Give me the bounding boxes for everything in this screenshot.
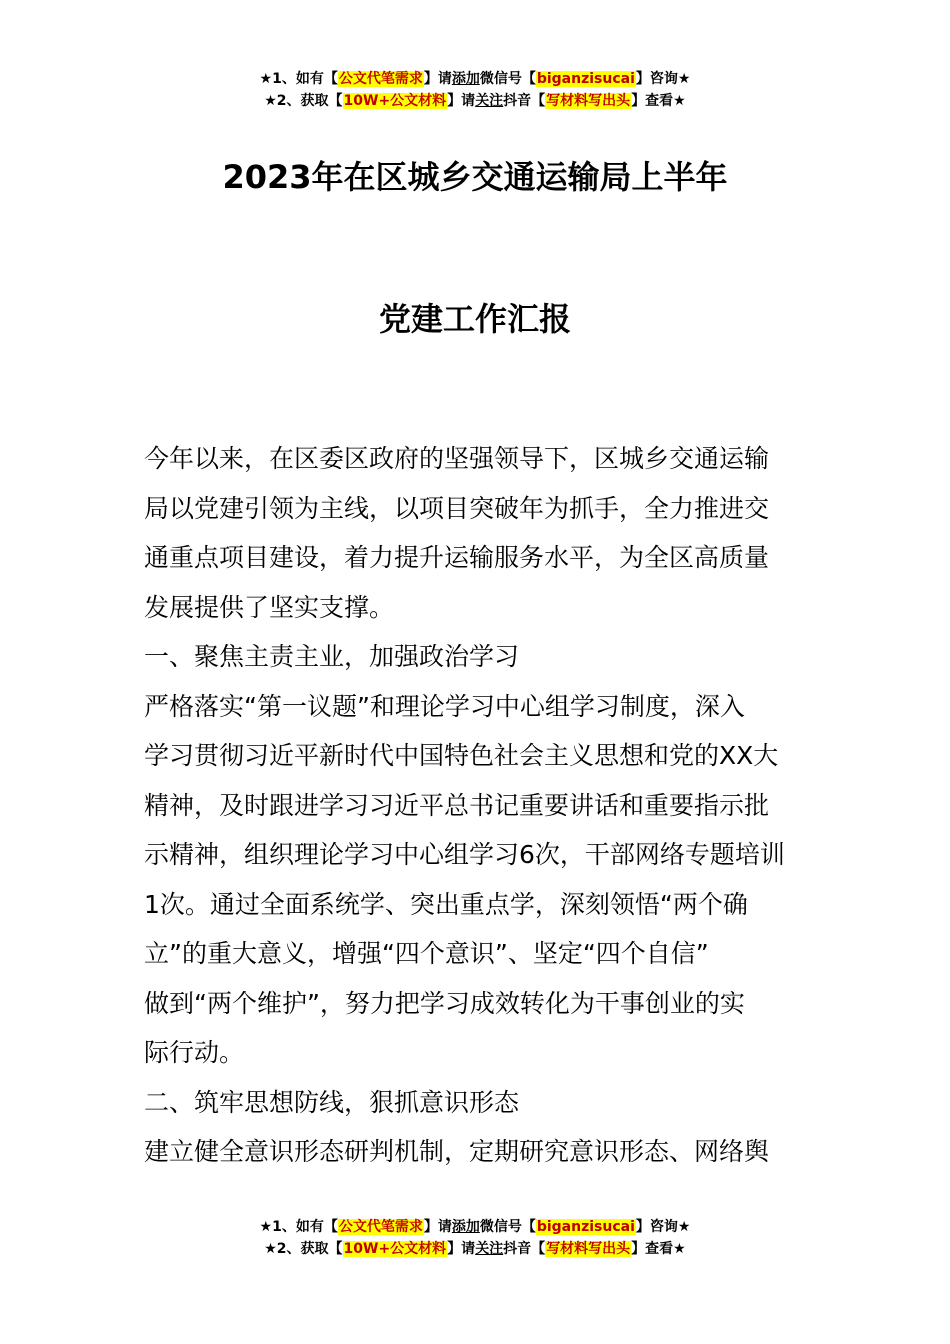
promo-text: 微信号【 bbox=[479, 1219, 536, 1235]
section-heading: 二、筑牢思想防线，狠抓意识形态 bbox=[144, 1087, 520, 1117]
body-line: 学习贯彻习近平新时代中国特色社会主义思想和党的XX大 bbox=[144, 741, 779, 770]
document-title-line-1: 2023年在区城乡交通运输局上半年 bbox=[222, 158, 728, 196]
promo-line-1 bbox=[0, 1216, 950, 1238]
body-line: 1次。通过全面系统学、突出重点学，深刻领悟“两个确 bbox=[144, 889, 748, 919]
body-line: 精神，及时跟进学习习近平总书记重要讲话和重要指示批 bbox=[144, 790, 770, 820]
highlight-text: 10W+公文材料 bbox=[343, 1241, 447, 1257]
promo-text: 抖音【 bbox=[503, 93, 546, 109]
body-line: 示精神，组织理论学习中心组学习6次，干部网络专题培训 bbox=[144, 840, 785, 869]
promo-line-2 bbox=[0, 1238, 950, 1260]
promo-text: 】请 bbox=[447, 1241, 476, 1257]
underlined-text: 添加 bbox=[451, 1219, 480, 1235]
douyin-id: 写材料写出头 bbox=[546, 93, 631, 109]
body-line: 今年以来，在区委区政府的坚强领导下，区城乡交通运输 bbox=[144, 444, 770, 473]
promo-text: 】查看★ bbox=[631, 93, 686, 109]
promo-text: ★1、如有【 bbox=[259, 71, 338, 87]
promo-text: 】咨询★ bbox=[635, 71, 691, 87]
promo-text: ★1、如有【 bbox=[259, 1219, 338, 1235]
document-body bbox=[144, 434, 809, 1177]
body-line: 局以党建引领为主线，以项目突破年为抓手，全力推进交 bbox=[144, 493, 770, 523]
promo-text: 】请 bbox=[447, 93, 476, 109]
underlined-text: 添加 bbox=[451, 71, 480, 87]
body-line: 际行动。 bbox=[144, 1038, 245, 1067]
promo-text: ★2、获取【 bbox=[264, 1241, 343, 1257]
promo-line-2 bbox=[0, 90, 950, 112]
promo-text: 抖音【 bbox=[503, 1241, 546, 1257]
promo-text: 微信号【 bbox=[479, 71, 536, 87]
promo-text: 】请 bbox=[423, 71, 452, 87]
underlined-text: 关注 bbox=[475, 1241, 504, 1257]
promo-line-1 bbox=[0, 68, 950, 90]
section-heading: 一、聚焦主责主业，加强政治学习 bbox=[144, 642, 520, 671]
wechat-id: biganzisucai bbox=[536, 71, 635, 87]
promo-text: 】咨询★ bbox=[635, 1219, 691, 1235]
body-line: 严格落实“第一议题”和理论学习中心组学习制度，深入 bbox=[144, 691, 745, 721]
document-title-line-2: 党建工作汇报 bbox=[378, 300, 571, 338]
body-line: 立”的重大意义，增强“四个意识”、坚定“四个自信” bbox=[144, 939, 709, 968]
bottom-promo-banner bbox=[0, 1216, 950, 1260]
highlight-text: 公文代笔需求 bbox=[338, 1219, 423, 1235]
underlined-text: 关注 bbox=[475, 93, 504, 109]
highlight-text: 10W+公文材料 bbox=[343, 93, 447, 109]
douyin-id: 写材料写出头 bbox=[546, 1241, 631, 1257]
highlight-text: 公文代笔需求 bbox=[338, 71, 423, 87]
body-line: 建立健全意识形态研判机制，定期研究意识形态、网络舆 bbox=[144, 1137, 770, 1166]
top-promo-banner bbox=[0, 68, 950, 112]
promo-text: ★2、获取【 bbox=[264, 93, 343, 109]
wechat-id: biganzisucai bbox=[536, 1219, 635, 1235]
body-line: 发展提供了坚实支撑。 bbox=[144, 592, 395, 622]
body-line: 做到“两个维护”，努力把学习成效转化为干事创业的实 bbox=[144, 988, 745, 1018]
promo-text: 】查看★ bbox=[631, 1241, 686, 1257]
promo-text: 】请 bbox=[423, 1219, 452, 1235]
body-line: 通重点项目建设，着力提升运输服务水平，为全区高质量 bbox=[144, 543, 770, 572]
